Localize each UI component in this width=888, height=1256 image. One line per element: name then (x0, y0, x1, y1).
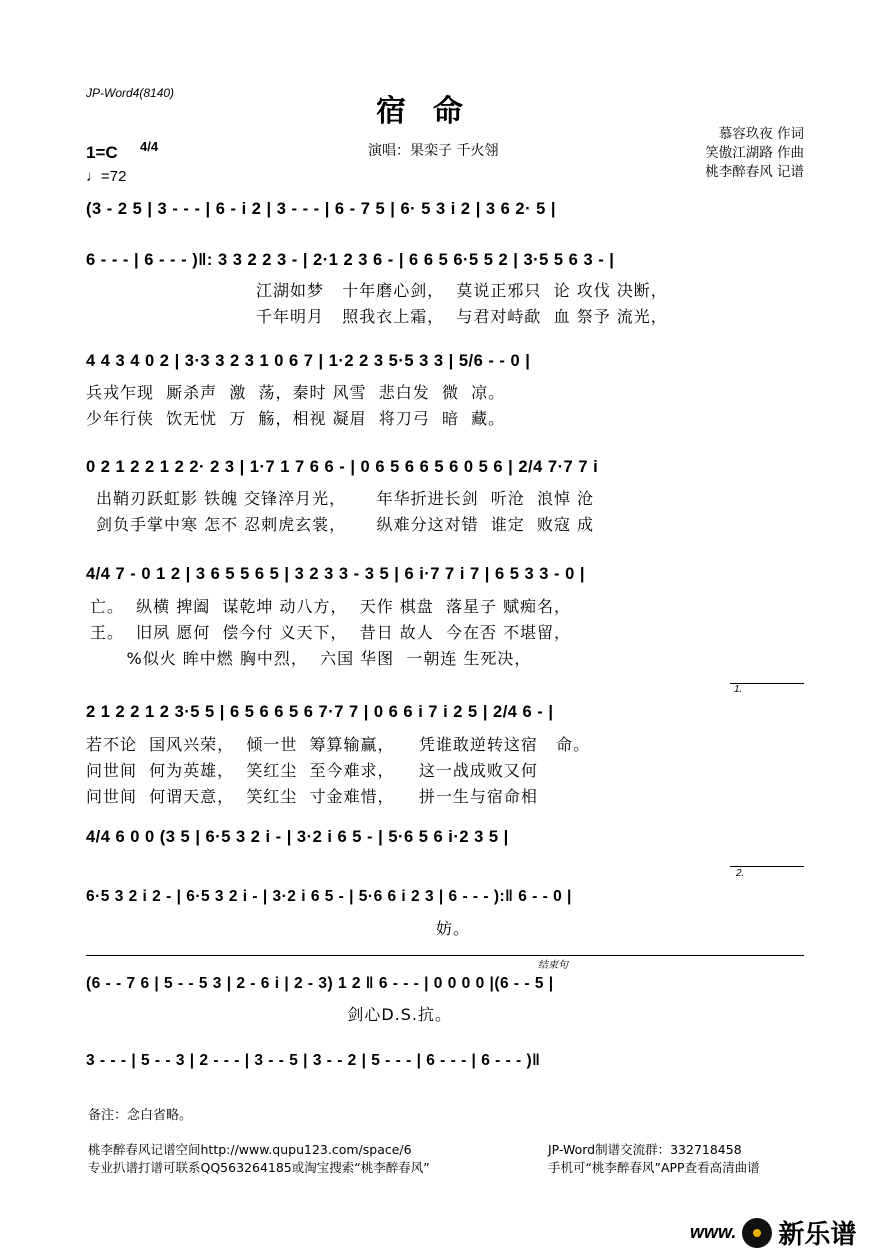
key-signature: 1=C (86, 143, 118, 162)
score-line-3: 4 4 3 4 0 2 | 3·3 3 2 3 1 0 6 7 | 1·2 2 3 5·5 3 3 | 5/6 - - 0 | (86, 352, 531, 370)
lyric-line-4a: 出鞘刃跃虹影 铁魄 交锋淬月光， 年华折进长剑 听沧 浪悼 沧 (96, 489, 595, 508)
volta-1-bracket (730, 683, 804, 684)
lyric-line-8: 妨。 (10, 919, 471, 938)
site-logo (690, 1214, 856, 1251)
score-line-9: (6 - - 7 6 | 5 - - 5 3 | 2 - 6 i | 2 - 3) 1 2 ‖ 6 - - - | 0 0 0 0 |(6 - - 5 | (86, 975, 554, 992)
page-title: 宿 命 (376, 94, 465, 129)
lyric-line-5a: 亡。 纵横 捭阖 谋乾坤 动八方， 天作 棋盘 落星子 赋痴名， (90, 597, 572, 616)
transcriber-credit: 桃李醉春风 记谱 (705, 164, 804, 180)
lyric-line-3a: 兵戎乍现 厮杀声 激 荡，秦时 风雪 悲白发 微 凉。 (86, 383, 506, 402)
volta-2: 2. (736, 868, 745, 879)
logo-brand: 新乐谱 (778, 1220, 857, 1250)
composer-credit: 笑傲江湖路 作曲 (705, 145, 804, 161)
footer-right-1: JP-Word制谱交流群：332718458 (548, 1142, 742, 1157)
score-line-7: 4/4 6 0 0 (3 5 | 6·5 3 2 i - | 3·2 i 6 5 - | 5·6 5 6 i·2 3 5 | (86, 828, 509, 846)
lyric-line-9: 剑心D.S.抗。 (110, 1005, 453, 1024)
score-line-8: 6·5 3 2 i 2 - | 6·5 3 2 i - | 3·2 i 6 5 - | 5·6 6 i 2 3 | 6 - - - ):‖ 6 - - 0 | (86, 888, 572, 905)
lyricist-credit: 慕容玖夜 作词 (718, 126, 804, 142)
remark: 备注：念白省略。 (88, 1108, 193, 1123)
lyric-line-5c: %似火 眸中燃 胸中烈， 六国 华图 一朝连 生死决， (90, 649, 532, 668)
lyric-line-6c: 问世间 何谓天意， 笑红尘 寸金难惜， 拼一生与宿命相 (86, 787, 538, 806)
footer-left-2: 专业扒谱打谱可联系QQ563264185或淘宝搜索“桃李醉春风” (88, 1160, 430, 1175)
lyric-line-6a: 若不论 国风兴荣， 倾一世 筹算输赢， 凭谁敢逆转这宿 命。 (86, 735, 591, 754)
score-line-10: 3 - - - | 5 - - 3 | 2 - - - | 3 - - 5 | 3 - - 2 | 5 - - - | 6 - - - | 6 - - - )‖ (86, 1052, 541, 1069)
lyric-line-5b: 王。 旧夙 愿何 偿今付 义天下， 昔日 故人 今在否 不堪留， (90, 623, 572, 642)
tempo-marking: ♩=72 (86, 168, 127, 185)
score-line-1: (3 - 2 5 | 3 - - - | 6 - i 2 | 3 - - - | 6 - 7 5 | 6· 5 3 i 2 | 3 6 2· 5 | (86, 200, 557, 218)
score-line-2: 6 - - - | 6 - - - )‖: 3 3 2 2 3 - | 2·1 2 3 6 - | 6 6 5 6·5 5 2 | 3·5 5 6 3 - | (86, 251, 615, 269)
volta-1: 1. (734, 684, 743, 695)
separator-line (86, 955, 804, 956)
singer-label: 演唱：果栾子 千火翎 (368, 143, 499, 159)
lyric-line-4b: 剑负手掌中寒 怎不 忍刺虎玄裳， 纵难分这对错 谁定 败寇 成 (96, 515, 595, 534)
lyric-line-6b: 问世间 何为英雄， 笑红尘 至今难求， 这一战成败又何 (86, 761, 538, 780)
footer-right-2: 手机可“桃李醉春风”APP查看高清曲谱 (548, 1160, 760, 1175)
volta-2-bracket (730, 866, 804, 867)
lyric-line-3b: 少年行侠 饮无忧 万 觞，相视 凝眉 将刀弓 暗 藏。 (86, 409, 506, 428)
score-line-6: 2 1 2 2 1 2 3·5 5 | 6 5 6 6 5 6 7·7 7 | 0 6 6 i 7 i 2 5 | 2/4 6 - | (86, 703, 554, 721)
footer-left-1: 桃李醉春风记谱空间http://www.qupu123.com/space/6 (88, 1142, 412, 1157)
ending-label: 结束句 (538, 960, 568, 971)
lyric-line-2b: 千年明月 照我衣上霜， 与君对峙歃 血 祭予 流光， (256, 307, 668, 326)
score-line-5: 4/4 7 - 0 1 2 | 3 6 5 5 6 5 | 3 2 3 3 - 3 5 | 6 i·7 7 i 7 | 6 5 3 3 - 0 | (86, 565, 585, 583)
software-label: JP-Word4(8140) (86, 86, 175, 100)
record-icon (742, 1218, 772, 1248)
score-line-4: 0 2 1 2 2 1 2 2· 2 3 | 1·7 1 7 6 6 - | 0 6 5 6 6 5 6 0 5 6 | 2/4 7·7 7 i (86, 458, 599, 476)
lyric-line-2a: 江湖如梦 十年磨心剑， 莫说正邪只 论 攻伐 决断， (256, 281, 668, 300)
logo-www: www. (690, 1222, 737, 1242)
time-signature: 4/4 (140, 139, 159, 154)
